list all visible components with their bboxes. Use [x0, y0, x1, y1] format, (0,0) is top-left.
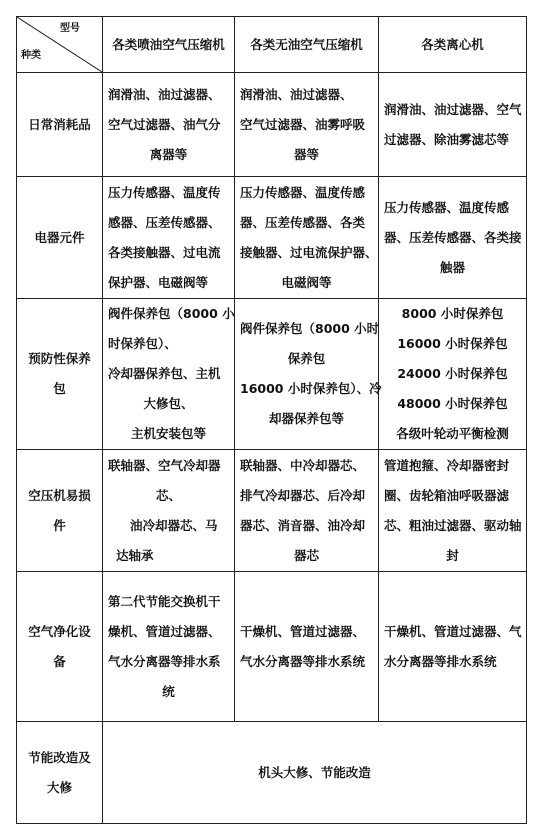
cell-line: 管道抱箍、冷却器密封	[384, 457, 510, 473]
table-row	[17, 450, 527, 572]
cell-line: 24000 小时保养包	[397, 366, 508, 381]
cell-line: 统	[162, 683, 175, 699]
category-text: 件	[53, 517, 66, 533]
category-text: 包	[53, 381, 66, 396]
category-text: 空压机易损	[28, 487, 91, 503]
cell-line: 达轴承	[116, 547, 154, 563]
cell-centrifugal	[379, 572, 527, 722]
cell-line: 8000 小时保养包	[401, 306, 504, 321]
table-row	[17, 177, 527, 299]
table-row	[17, 73, 527, 177]
category-text: 节能改造及	[28, 749, 91, 765]
cell-oil-injected	[103, 177, 235, 299]
cell-line: 压力传感器、温度传感	[384, 199, 510, 215]
cell-oil-free	[235, 299, 382, 450]
cell-oil-free	[235, 73, 379, 177]
cell-line: 芯、粗油过滤器、驱动轴	[384, 517, 522, 533]
row-category	[17, 73, 103, 177]
cell-line: 芯、	[155, 487, 181, 503]
corner-label-model: 型号	[60, 23, 80, 34]
header-oil-free: 各类无油空气压缩机	[235, 17, 379, 73]
row-category	[17, 177, 103, 299]
cell-line: 过滤器、除油雾滤芯等	[384, 131, 510, 147]
header-centrifugal: 各类离心机	[379, 17, 527, 73]
category-text: 电器元件	[34, 229, 85, 245]
cell-line: 触器	[439, 259, 465, 275]
category-text: 预防性保养	[28, 351, 91, 366]
row-category	[17, 722, 103, 824]
cell-line: 燥机、管道过滤器、	[108, 623, 221, 639]
cell-oil-free	[235, 572, 379, 722]
cell-line: 主机安装包等	[130, 426, 206, 441]
cell-line: 时保养包）、	[108, 336, 177, 351]
cell-line: 封	[446, 547, 459, 563]
cell-line: 16000 小时保养包）、冷	[240, 381, 382, 396]
cell-line: 润滑油、油过滤器、	[240, 86, 353, 102]
cell-line: 各类接触器、过电流	[108, 244, 221, 260]
cell-oil-injected	[103, 450, 235, 572]
cell-line: 接触器、过电流保护器、	[240, 244, 378, 260]
corner-label-category: 种类	[21, 50, 41, 61]
cell-line: 气水分离器等排水系	[108, 653, 221, 669]
cell-line: 水分离器等排水系统	[384, 653, 497, 669]
cell-line: 保养包	[287, 351, 326, 366]
cell-line: 离器等	[149, 146, 188, 162]
cell-line: 圈、齿轮箱油呼吸器滤	[384, 487, 510, 503]
cell-line: 空气过滤器、油雾呼吸	[240, 116, 366, 132]
cell-oil-injected	[103, 73, 235, 177]
table-row	[17, 722, 527, 824]
row-category	[17, 572, 103, 722]
cell-line: 排气冷却器芯、后冷却	[240, 487, 366, 503]
cell-oil-free	[235, 450, 379, 572]
cell-line: 润滑油、油过滤器、	[108, 86, 221, 102]
row-category	[17, 450, 103, 572]
cell-line: 压力传感器、温度传感	[240, 184, 366, 200]
row-category	[17, 299, 103, 450]
cell-line: 干燥机、管道过滤器、	[240, 623, 366, 639]
cell-line: 气水分离器等排水系统	[240, 653, 366, 669]
cell-line: 器等	[293, 146, 319, 162]
cell-oil-free	[235, 177, 379, 299]
cell-centrifugal	[379, 177, 527, 299]
cell-line: 16000 小时保养包	[397, 336, 508, 351]
cell-line: 保护器、电磁阀等	[108, 274, 209, 290]
cell-line: 油冷却器芯、马	[130, 517, 218, 533]
cell-line: 联轴器、中冷却器芯、	[240, 457, 366, 473]
cell-centrifugal	[379, 450, 527, 572]
cell-line: 却器保养包等	[268, 411, 344, 426]
cell-line: 电磁阀等	[281, 274, 332, 290]
cell-oil-injected	[103, 572, 235, 722]
cell-line: 干燥机、管道过滤器、气	[384, 623, 522, 639]
cell-line: 压力传感器、温度传	[108, 184, 221, 200]
cell-line: 48000 小时保养包	[397, 396, 508, 411]
cell-centrifugal	[379, 299, 527, 450]
spare-parts-table	[16, 16, 527, 824]
header-row	[17, 17, 527, 73]
merged-cell: 机头大修、节能改造	[103, 722, 527, 824]
corner-cell	[17, 17, 103, 73]
cell-line: 润滑油、油过滤器、空气	[384, 101, 522, 117]
category-text: 备	[53, 653, 66, 669]
category-text: 大修	[46, 779, 72, 795]
cell-line: 空气过滤器、油气分	[108, 116, 221, 132]
cell-line: 感器、压差传感器、	[108, 214, 221, 230]
cell-line: 器、压差传感器、各类接	[384, 229, 522, 245]
cell-line: 第二代节能交换机干	[108, 593, 221, 609]
cell-line: 阀件保养包（8000 小	[108, 306, 235, 321]
cell-line: 器芯	[293, 547, 319, 563]
cell-line: 各级叶轮动平衡检测	[396, 426, 509, 441]
cell-line: 器芯、消音器、油冷却	[240, 517, 366, 533]
cell-line: 冷却器保养包、主机	[108, 366, 221, 381]
cell-line: 器、压差传感器、各类	[240, 214, 366, 230]
table-row	[17, 299, 527, 450]
table-row	[17, 572, 527, 722]
cell-oil-injected	[103, 299, 235, 450]
cell-line: 阀件保养包（8000 小时	[240, 321, 380, 336]
header-oil-injected: 各类喷油空气压缩机	[103, 17, 235, 73]
cell-line: 联轴器、空气冷却器	[108, 457, 221, 473]
category-text: 空气净化设	[28, 623, 91, 639]
category-text: 日常消耗品	[28, 116, 91, 132]
cell-line: 大修包、	[143, 396, 194, 411]
cell-centrifugal	[379, 73, 527, 177]
